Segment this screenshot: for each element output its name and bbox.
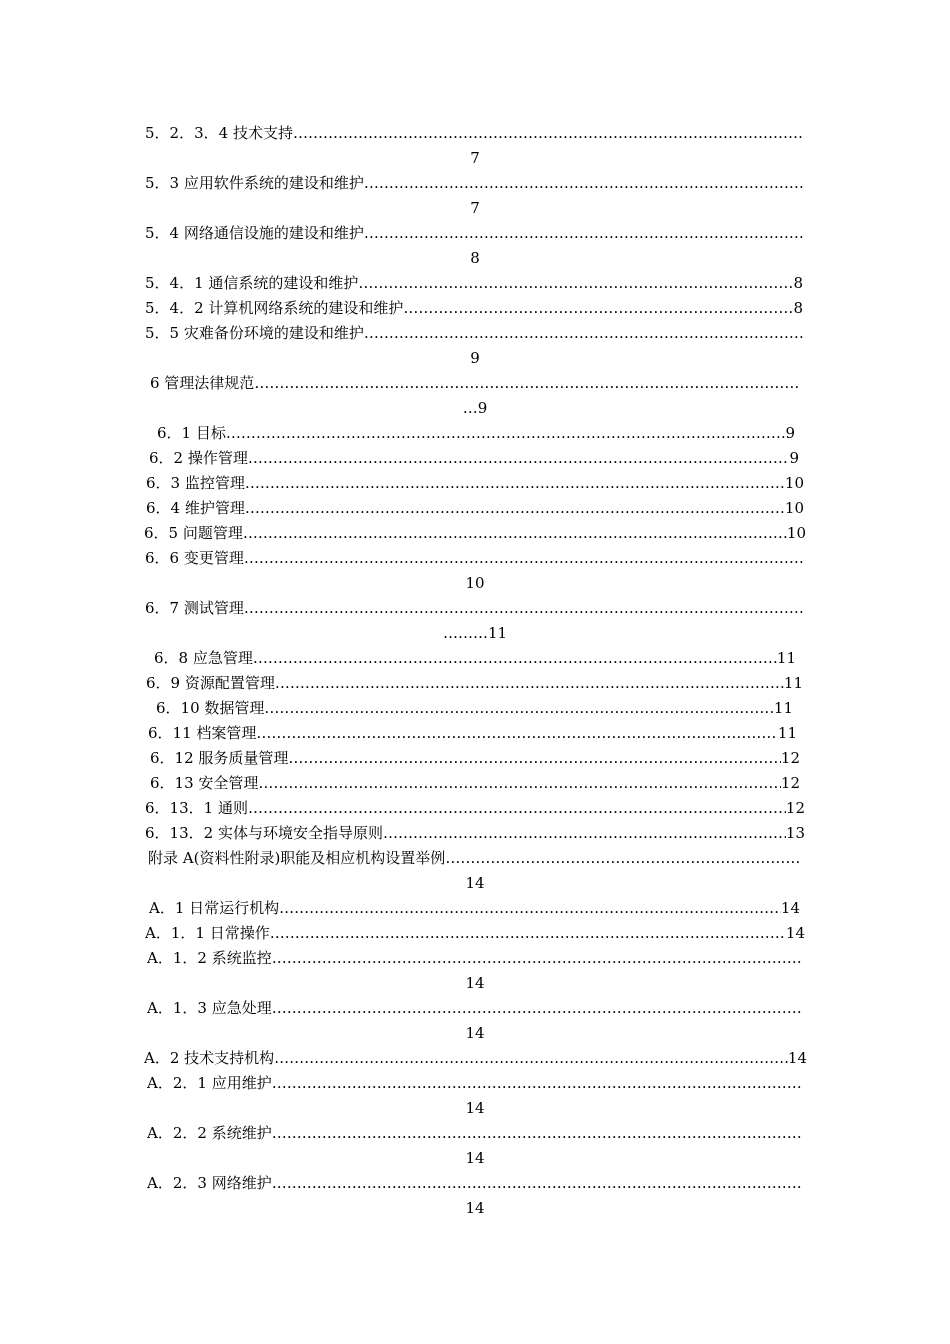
toc-page-number: 8	[793, 274, 803, 292]
toc-page-number: 14	[465, 1149, 485, 1167]
toc-page-number: 7	[470, 199, 480, 217]
toc-entry-title: A．1．3 应急处理	[147, 999, 272, 1017]
toc-dot-leader	[364, 221, 803, 246]
toc-entry[interactable]	[0, 321, 950, 346]
toc-page-number: 9	[470, 349, 480, 367]
toc-entry-title: 5．2．3．4 技术支持	[145, 124, 293, 142]
toc-page-number: 11	[773, 699, 793, 717]
toc-dot-leader	[288, 746, 781, 771]
toc-entry-title: 6．10 数据管理	[156, 699, 265, 717]
toc-page-number: ………11	[442, 624, 508, 642]
toc-dot-leader	[264, 696, 774, 721]
toc-page-number: 8	[793, 299, 803, 317]
toc-entry-title: 6．7 测试管理	[145, 599, 244, 617]
toc-dot-leader	[403, 296, 793, 321]
toc-entry[interactable]	[0, 671, 950, 696]
toc-page-number: 14	[785, 924, 805, 942]
toc-entry[interactable]	[0, 721, 950, 746]
toc-dot-leader	[243, 521, 787, 546]
toc-entry-title: 6．3 监控管理	[146, 474, 245, 492]
toc-entry[interactable]	[0, 596, 950, 621]
toc-entry-title: A．2．1 应用维护	[147, 1074, 272, 1092]
toc-entry-title: 5．5 灾难备份环境的建设和维护	[145, 324, 364, 342]
toc-dot-leader	[445, 846, 799, 871]
toc-entry-title: A．1．2 系统监控	[147, 949, 272, 967]
toc-dot-leader	[248, 446, 790, 471]
toc-dot-leader	[364, 321, 803, 346]
toc-dot-leader	[256, 721, 778, 746]
toc-dot-leader	[254, 371, 800, 396]
toc-page-number: 11	[783, 674, 803, 692]
toc-entry-title: 6．5 问题管理	[144, 524, 243, 542]
toc-entry[interactable]	[0, 521, 950, 546]
toc-entry[interactable]	[0, 796, 950, 821]
toc-entry[interactable]	[0, 446, 950, 471]
toc-page-continuation	[0, 196, 950, 221]
toc-page-number: 9	[789, 449, 799, 467]
toc-dot-leader	[274, 1046, 788, 1071]
toc-entry[interactable]	[0, 646, 950, 671]
toc-entry[interactable]	[0, 371, 950, 396]
toc-dot-leader	[244, 546, 803, 571]
toc-page-number: 8	[470, 249, 480, 267]
toc-page-number: 11	[777, 724, 797, 742]
toc-page-number: 10	[465, 574, 485, 592]
toc-entry[interactable]	[0, 471, 950, 496]
toc-page-continuation	[0, 396, 950, 421]
toc-page-number: 9	[785, 424, 795, 442]
toc-entry[interactable]	[0, 171, 950, 196]
toc-entry[interactable]	[0, 821, 950, 846]
toc-entry-title: 6．12 服务质量管理	[150, 749, 289, 767]
toc-page-continuation	[0, 571, 950, 596]
toc-entry-title: 6．13．1 通则	[145, 799, 248, 817]
toc-dot-leader	[364, 171, 803, 196]
toc-page-number: 10	[784, 474, 804, 492]
toc-dot-leader	[272, 1171, 801, 1196]
toc-entry[interactable]	[0, 271, 950, 296]
toc-entry[interactable]	[0, 1171, 950, 1196]
toc-dot-leader	[245, 471, 785, 496]
toc-entry-title: 6．8 应急管理	[154, 649, 253, 667]
toc-entry-title: 6．4 维护管理	[146, 499, 245, 517]
toc-entry-title: 5．3 应用软件系统的建设和维护	[145, 174, 364, 192]
toc-page-number: 13	[785, 824, 805, 842]
toc-page-number: 14	[465, 874, 485, 892]
toc-entry-title: 6．13．2 实体与环境安全指导原则	[145, 824, 383, 842]
toc-entry[interactable]	[0, 221, 950, 246]
toc-entry-title: 5．4 网络通信设施的建设和维护	[145, 224, 364, 242]
toc-dot-leader	[272, 996, 801, 1021]
toc-page-number: 12	[780, 749, 800, 767]
toc-entry-title: 6．1 目标	[157, 424, 226, 442]
toc-entry-title: A．1 日常运行机构	[149, 899, 280, 917]
toc-entry[interactable]	[0, 696, 950, 721]
toc-entry[interactable]	[0, 1071, 950, 1096]
toc-page-number: 14	[787, 1049, 807, 1067]
toc-dot-leader	[383, 821, 786, 846]
toc-entry-title: 6．6 变更管理	[145, 549, 244, 567]
toc-entry-title: A．1．1 日常操作	[145, 924, 270, 942]
toc-entry-title: 6．13 安全管理	[150, 774, 259, 792]
toc-page-number: 14	[780, 899, 800, 917]
toc-page-number: 14	[465, 1199, 485, 1217]
toc-entry-title: 附录 A(资料性附录)职能及相应机构设置举例	[148, 849, 446, 867]
toc-entry-title: 5．4．2 计算机网络系统的建设和维护	[145, 299, 404, 317]
toc-page-number: 12	[785, 799, 805, 817]
toc-page-continuation	[0, 871, 950, 896]
toc-dot-leader	[253, 646, 777, 671]
toc-entry[interactable]	[0, 996, 950, 1021]
toc-page-number: 11	[776, 649, 796, 667]
toc-page-number: …9	[462, 399, 488, 417]
toc-dot-leader	[279, 896, 781, 921]
toc-page-continuation	[0, 246, 950, 271]
toc-entry[interactable]	[0, 946, 950, 971]
toc-dot-leader	[248, 796, 786, 821]
toc-entry-title: 5．4．1 通信系统的建设和维护	[145, 274, 359, 292]
toc-page-continuation	[0, 1021, 950, 1046]
toc-page-continuation	[0, 346, 950, 371]
toc-page-continuation	[0, 1196, 950, 1221]
toc-dot-leader	[272, 946, 801, 971]
toc-entry-title: 6．11 档案管理	[148, 724, 257, 742]
toc-dot-leader	[275, 671, 784, 696]
toc-entry[interactable]	[0, 921, 950, 946]
toc-entry-title: A．2 技术支持机构	[144, 1049, 275, 1067]
toc-entry-title: 6．9 资源配置管理	[146, 674, 275, 692]
toc-dot-leader	[226, 421, 786, 446]
toc-dot-leader	[293, 121, 803, 146]
toc-page-number: 10	[784, 499, 804, 517]
toc-entry[interactable]	[0, 421, 950, 446]
table-of-contents	[0, 121, 950, 1221]
toc-dot-leader	[245, 496, 785, 521]
toc-dot-leader	[272, 1071, 801, 1096]
toc-entry-title: A．2．2 系统维护	[147, 1124, 272, 1142]
toc-page-number: 14	[465, 1099, 485, 1117]
toc-entry[interactable]	[0, 771, 950, 796]
toc-dot-leader	[358, 271, 793, 296]
toc-dot-leader	[270, 921, 786, 946]
toc-dot-leader	[258, 771, 781, 796]
toc-page-continuation	[0, 146, 950, 171]
toc-page-number: 7	[470, 149, 480, 167]
toc-dot-leader	[272, 1121, 801, 1146]
toc-page-continuation	[0, 1146, 950, 1171]
toc-entry[interactable]	[0, 846, 950, 871]
toc-page-continuation	[0, 621, 950, 646]
toc-page-continuation	[0, 1096, 950, 1121]
toc-page-number: 12	[780, 774, 800, 792]
toc-entry[interactable]	[0, 1121, 950, 1146]
toc-page-continuation	[0, 971, 950, 996]
toc-entry[interactable]	[0, 746, 950, 771]
toc-entry[interactable]	[0, 896, 950, 921]
toc-entry-title: A．2．3 网络维护	[147, 1174, 272, 1192]
toc-entry[interactable]	[0, 1046, 950, 1071]
toc-entry-title: 6．2 操作管理	[149, 449, 248, 467]
toc-page-number: 14	[465, 974, 485, 992]
toc-entry[interactable]	[0, 546, 950, 571]
toc-entry[interactable]	[0, 296, 950, 321]
toc-page-number: 10	[786, 524, 806, 542]
toc-entry[interactable]	[0, 121, 950, 146]
toc-entry[interactable]	[0, 496, 950, 521]
toc-page-number: 14	[465, 1024, 485, 1042]
toc-entry-title: 6 管理法律规范	[150, 374, 255, 392]
toc-dot-leader	[244, 596, 803, 621]
